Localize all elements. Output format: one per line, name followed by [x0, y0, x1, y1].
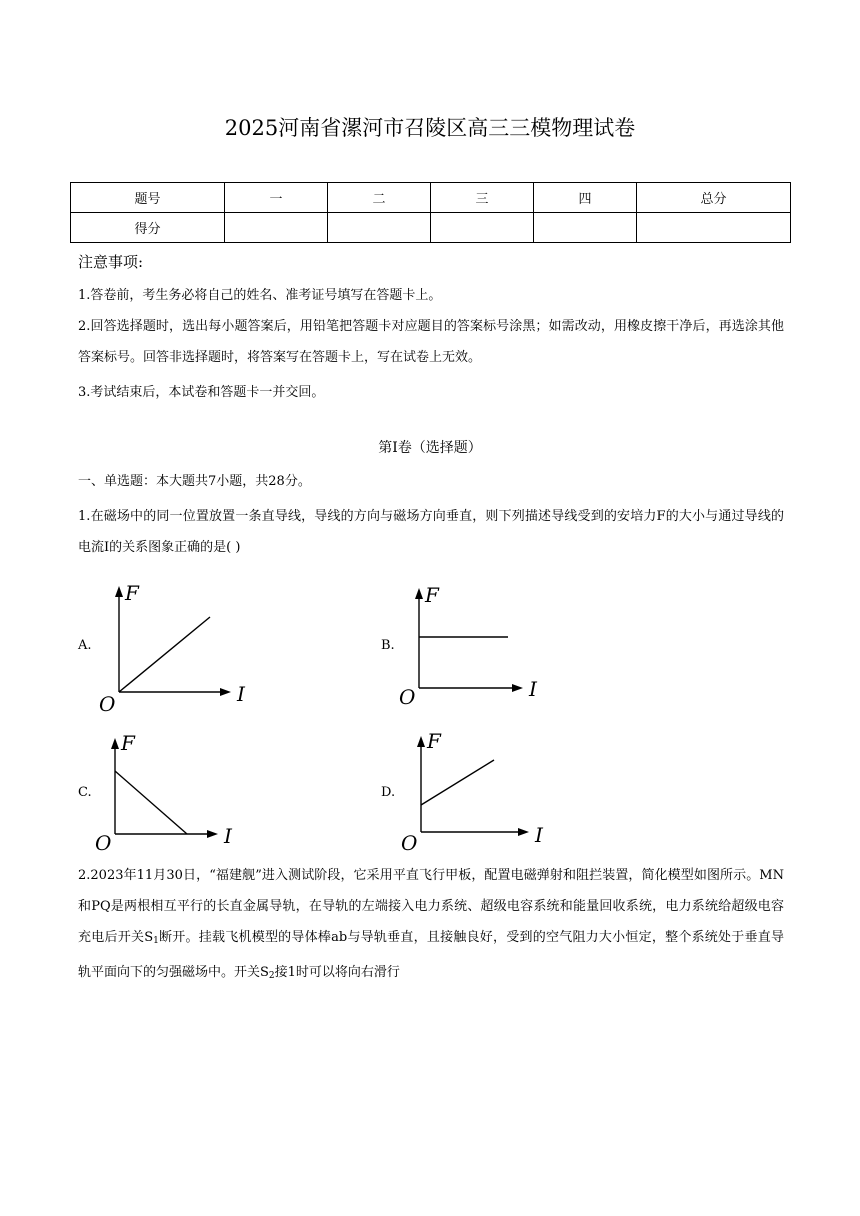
- section-title: 第I卷（选择题）: [378, 440, 482, 456]
- score-cell: [431, 213, 534, 243]
- score-row-label: 得分: [71, 213, 225, 243]
- option-a-label: A.: [78, 638, 92, 653]
- y-axis-label: F: [121, 731, 135, 755]
- option-d-graph: [397, 728, 567, 858]
- score-table-score-row: [71, 213, 791, 243]
- score-table-header-row: [71, 183, 791, 213]
- option-c-label: C.: [78, 785, 92, 800]
- score-header-cell: 四: [534, 183, 637, 213]
- y-axis-label: F: [425, 583, 439, 607]
- score-header-cell: 题号: [71, 183, 225, 213]
- option-b-graph: [397, 580, 567, 720]
- origin-label: O: [95, 831, 112, 855]
- option-a-graph: [95, 580, 265, 720]
- question-2-text: [78, 860, 784, 992]
- origin-label: O: [399, 685, 416, 709]
- origin-label: O: [401, 831, 418, 855]
- question-1-text: 1.在磁场中的同一位置放置一条直导线，导线的方向与磁场方向垂直，则下列描述导线受到的安培力F的大小与通过导线的电流I的关系图象正确的是( ): [78, 509, 784, 555]
- score-cell: [637, 213, 791, 243]
- question-2-part-2: 断开。挂载飞机模型的导体棒ab与导轨垂直，且接触良好，受到的空气阻力大小恒定，整个系统处于垂直导轨平面向下的匀强磁场中。开关: [78, 930, 784, 980]
- notice-item-1: 1.答卷前，考生务必将自己的姓名、准考证号填写在答题卡上。: [78, 288, 442, 303]
- option-d-label: D.: [381, 785, 396, 800]
- notice-heading: 注意事项:: [78, 253, 144, 271]
- score-cell: [328, 213, 431, 243]
- score-cell: [534, 213, 637, 243]
- part-one-heading: 一、单选题：本大题共7小题，共28分。: [78, 474, 311, 489]
- score-table: [70, 182, 791, 243]
- x-axis-label: I: [529, 677, 537, 701]
- origin-label: O: [99, 692, 116, 716]
- option-c-graph: [95, 728, 265, 858]
- option-b-label: B.: [381, 638, 395, 653]
- score-header-cell: 三: [431, 183, 534, 213]
- x-axis-label: I: [224, 824, 232, 848]
- score-header-cell: 一: [225, 183, 328, 213]
- x-axis-label: I: [535, 823, 543, 847]
- question-2-part-3: 接1时可以将向右滑行: [274, 965, 400, 980]
- y-axis-label: F: [125, 581, 139, 605]
- y-axis-label: F: [427, 729, 441, 753]
- switch-s1-label: $S_1$: [144, 930, 159, 946]
- notice-item-2: 2.回答选择题时，选出每小题答案后，用铅笔把答题卡对应题目的答案标号涂黑；如需改动，用橡皮擦干净后，再选涂其他答案标号。回答非选择题时，将答案写在答题卡上，写在试卷上无效。: [78, 319, 784, 365]
- score-header-cell: 二: [328, 183, 431, 213]
- score-cell: [225, 213, 328, 243]
- score-header-cell: 总分: [637, 183, 791, 213]
- notice-item-3: 3.考试结束后，本试卷和答题卡一并交回。: [78, 385, 325, 400]
- x-axis-label: I: [237, 682, 245, 706]
- page-title: 2025河南省漯河市召陵区高三三模物理试卷: [224, 116, 636, 140]
- switch-s2-label: $S_2$: [260, 965, 275, 981]
- question-2-part-1: 2.2023年11月30日，“福建舰”进入测试阶段，它采用平直飞行甲板，配置电磁弹射和阻拦装置，简化模型如图所示。MN和PQ是两根相互平行的长直金属导轨，在导轨的左端接入电力系统、超级电容系统和能量回收系统，电力系统给超级电容充电后开关: [78, 868, 784, 945]
